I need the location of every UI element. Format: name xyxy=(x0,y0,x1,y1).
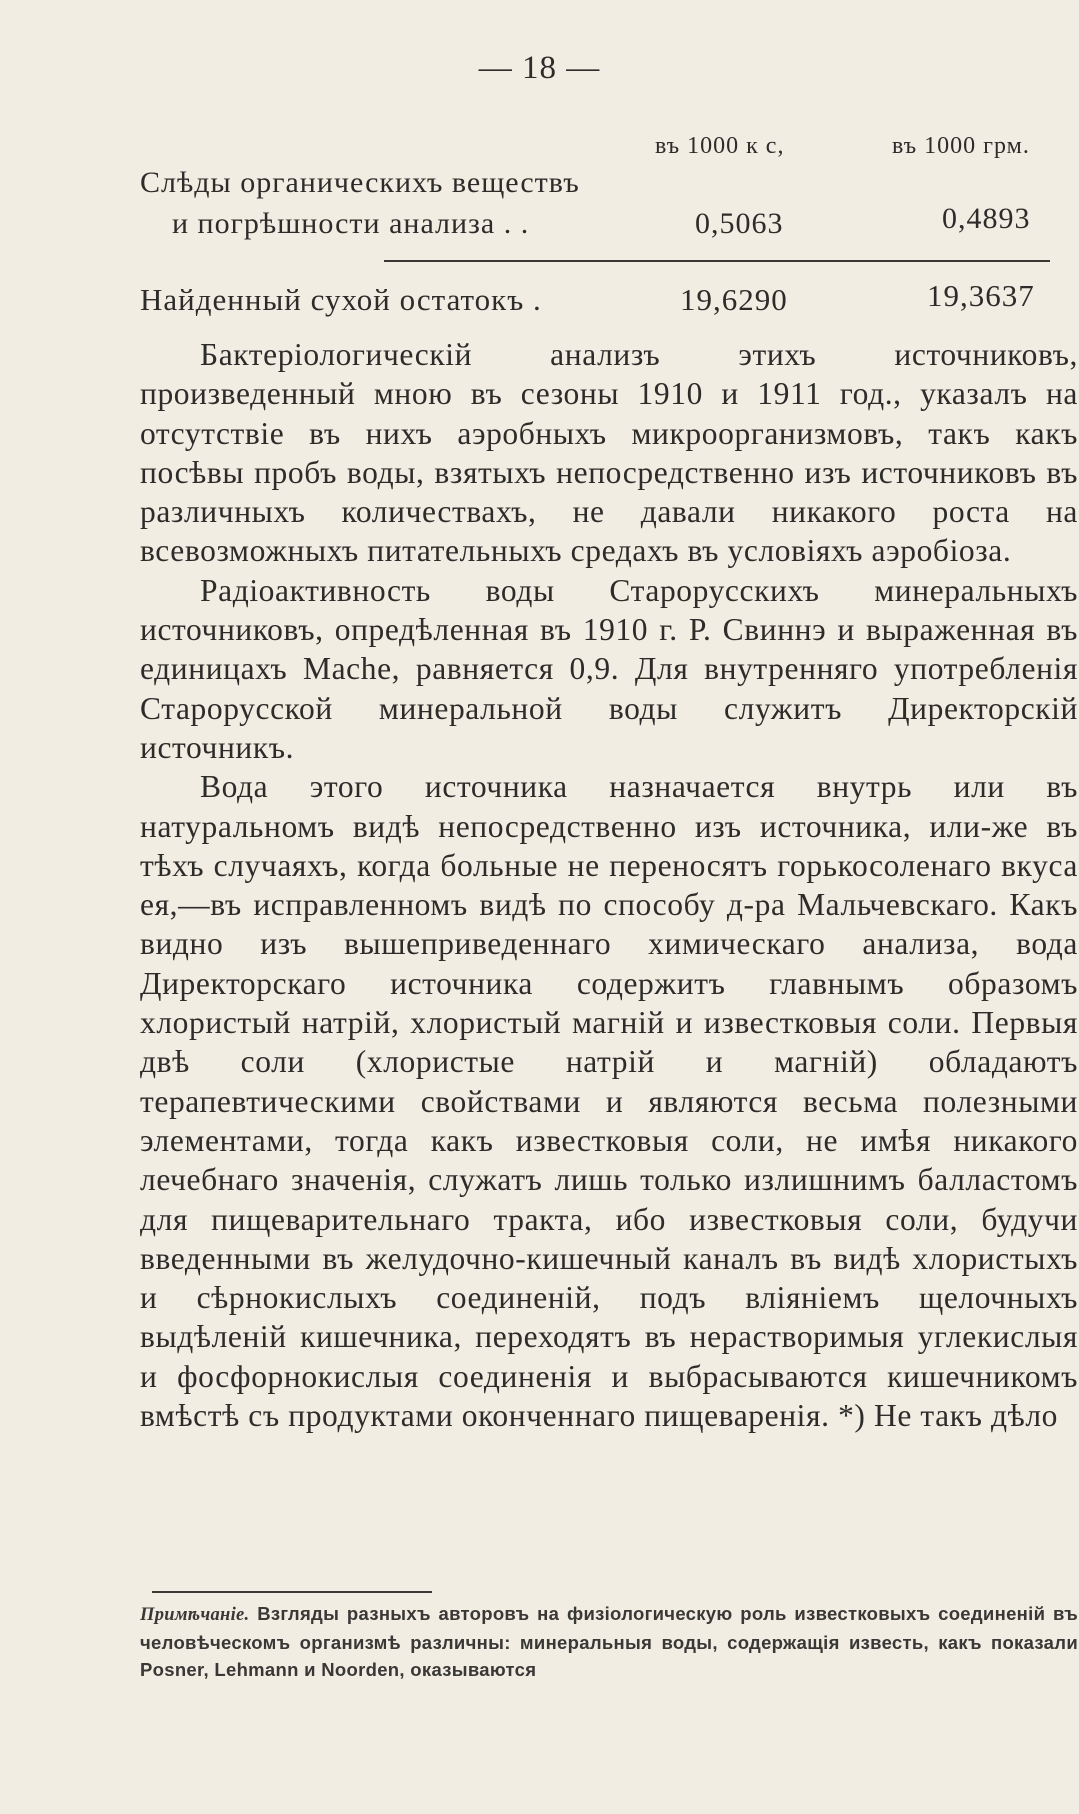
footnote-label: Примѣчаніе. xyxy=(140,1605,250,1625)
row-dry-residue-label: Найденный сухой остатокъ . xyxy=(140,282,542,317)
row-organic-matter-label-line2: и погрѣшности анализа . . xyxy=(172,207,530,240)
row-organic-matter-value-grams: 0,4893 xyxy=(942,202,1031,235)
footnote xyxy=(140,1600,1078,1683)
paragraph-water-usage: Вода этого источника назначается внутрь или въ натуральномъ видѣ непосредственно изъ источника, или-же въ тѣхъ случаяхъ, когда больные не переносятъ горькосоленаго вкуса ея,—въ исправленномъ видѣ по способу д-ра Мальчевскаго. Какъ видно изъ вышеприведеннаго химическаго анализа, вода Директорскаго источника содержитъ главнымъ образомъ хлористый натрій, хлористый магній и известковыя соли. Первыя двѣ соли (хлористые натрій и магній) обладаютъ терапевтическими свойствами и являются весьма полезными элементами, тогда какъ известковыя соли, не имѣя никакого лечебнаго значенія, служатъ лишь только излишнимъ балластомъ для пищеварительнаго тракта, ибо известковыя соли, будучи введенными въ желудочно-кишечный каналъ въ видѣ хлористыхъ и сѣрнокислыхъ соединеній, подъ вліяніемъ щелочныхъ выдѣленій кишечника, переходятъ въ нерастворимыя углекислыя и фосфорнокислыя соединенія и выбрасываются кишечникомъ вмѣстѣ съ продуктами оконченнаго пищеваренія. *) Не такъ дѣло xyxy=(140,769,1078,1434)
paragraph-radioactivity: Радіоактивность воды Старорусскихъ минеральныхъ источниковъ, опредѣленная въ 1910 г. Р. Свиннэ и выраженная въ единицахъ Mache, равняется 0,9. Для внутренняго употребленія Старорусской минеральной воды служитъ Директорскій источникъ. xyxy=(140,572,1078,765)
row-organic-matter-value-cc: 0,5063 xyxy=(695,207,784,240)
main-text xyxy=(140,335,1078,1435)
footnote-rule xyxy=(152,1591,432,1593)
row-dry-residue-value-cc: 19,6290 xyxy=(680,282,788,317)
table-total-rule xyxy=(384,260,1050,262)
footnote-text: Взгляды разныхъ авторовъ на физіологическую роль известковыхъ соединеній въ человѣческомъ организмѣ различны: минеральныя воды, содержащія известь, какъ показали Posner, Lehmann и Noorden, оказываются xyxy=(140,1603,1078,1680)
row-dry-residue-value-grams: 19,3637 xyxy=(927,278,1035,313)
paragraph-bacteriological-analysis: Бактеріологическій анализъ этихъ источниковъ, произведенный мною въ сезоны 1910 и 1911 год., указалъ на отсутствіе въ нихъ аэробныхъ микроорганизмовъ, такъ какъ посѣвы пробъ воды, взятыхъ непосредственно изъ источниковъ въ различныхъ количествахъ, не давали никакого роста на всевозможныхъ питательныхъ средахъ въ условіяхъ аэробіоза. xyxy=(140,337,1078,569)
row-organic-matter-label-line1: Слѣды органическихъ веществъ xyxy=(140,166,580,199)
column-header-per-1000-grams: въ 1000 грм. xyxy=(892,133,1030,159)
column-header-per-1000-cc: въ 1000 к с, xyxy=(655,133,785,159)
page-number: — 18 — xyxy=(478,50,601,86)
